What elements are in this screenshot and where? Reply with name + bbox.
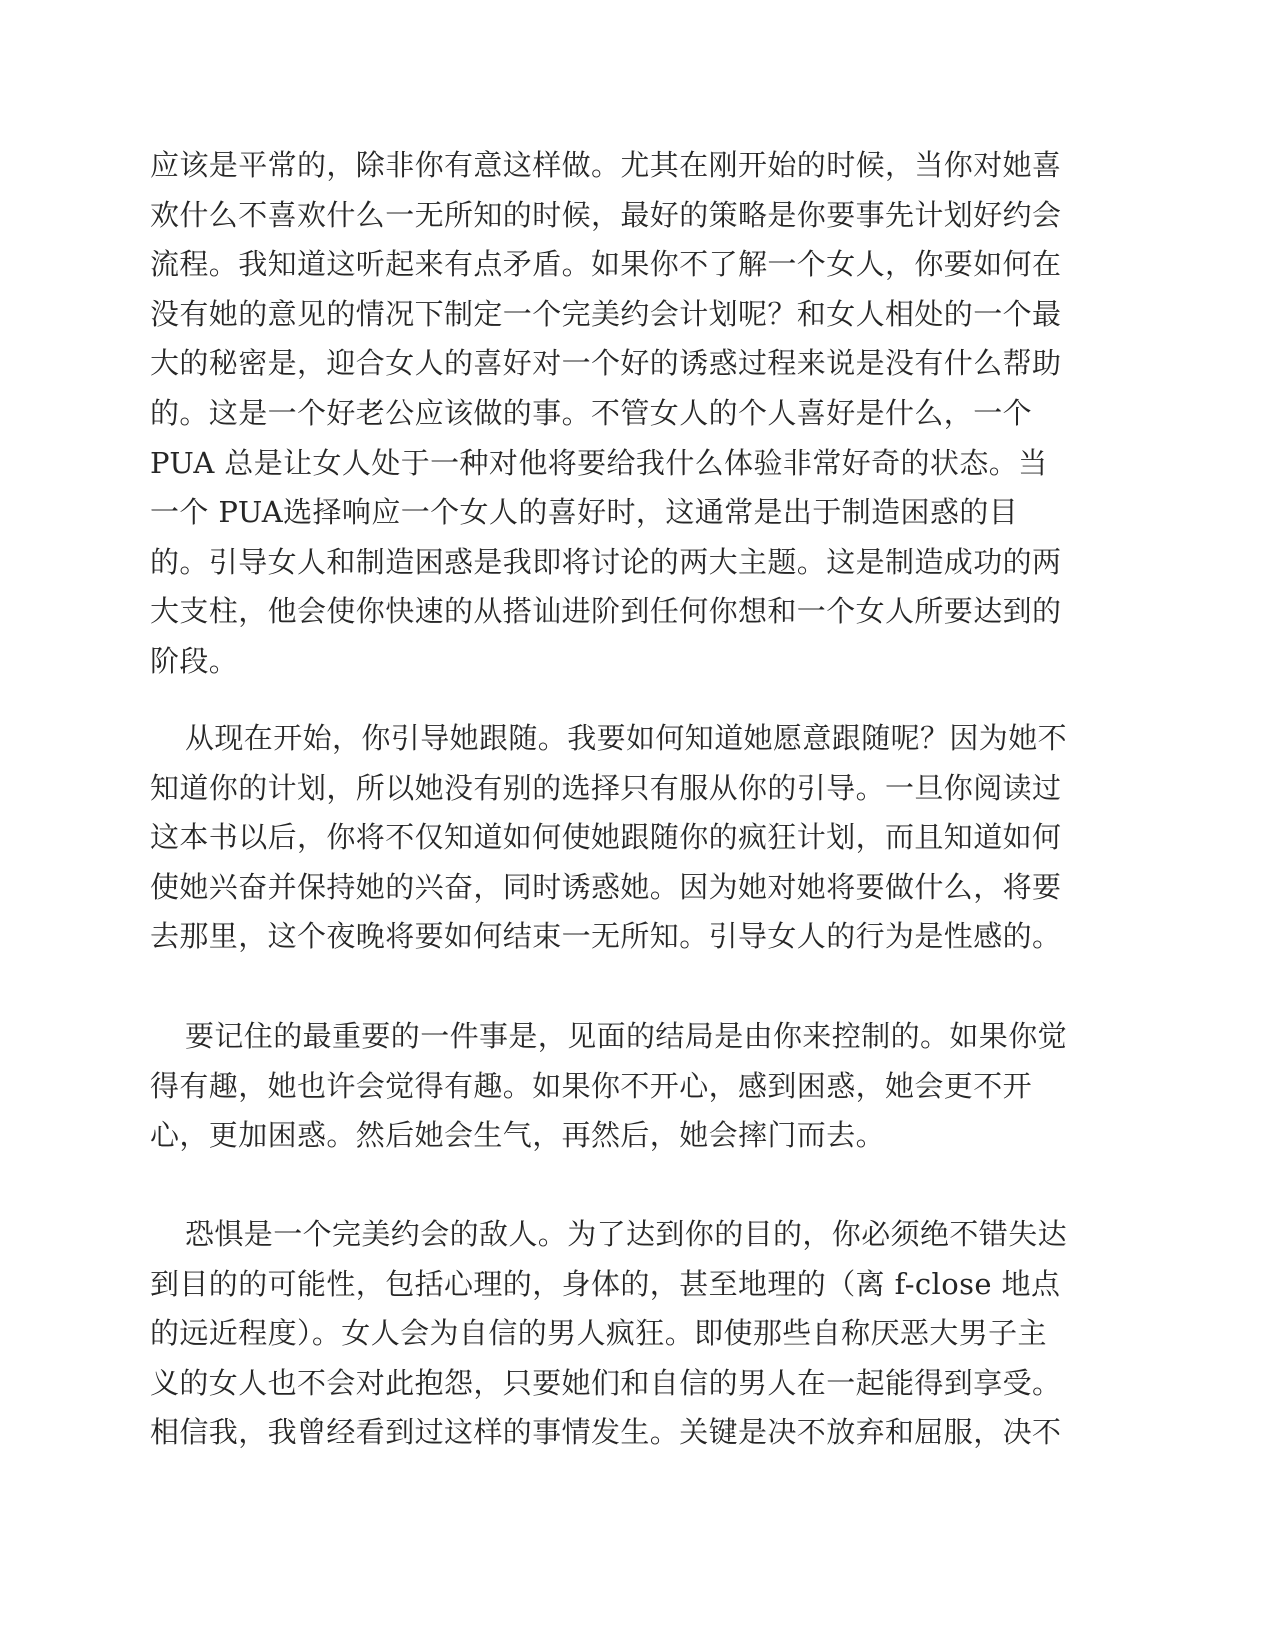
paragraph-2 — [150, 714, 1120, 962]
paragraph-4 — [150, 1210, 1120, 1458]
text-line: 一个 PUA选择响应一个女人的喜好时，这通常是出于制造困惑的目 — [150, 495, 1019, 530]
text-line: 的。这是一个好老公应该做的事。不管女人的个人喜好是什么，一个 — [150, 395, 1033, 430]
text-line: 的远近程度）。女人会为自信的男人疯狂。即使那些自称厌恶大男子主 — [150, 1316, 1047, 1351]
text-line: 心，更加困惑。然后她会生气，再然后，她会摔门而去。 — [150, 1118, 886, 1153]
text-line: 恐惧是一个完美约会的敌人。为了达到你的目的，你必须绝不错失达 — [185, 1217, 1068, 1251]
text-line: 得有趣，她也许会觉得有趣。如果你不开心，感到困惑，她会更不开 — [150, 1068, 1033, 1103]
text-line: PUA 总是让女人处于一种对他将要给我什么体验非常好奇的状态。当 — [150, 445, 1048, 480]
text-line: 没有她的意见的情况下制定一个完美约会计划呢？和女人相处的一个最 — [150, 296, 1062, 331]
text-line: 欢什么不喜欢什么一无所知的时候，最好的策略是你要事先计划好约会 — [150, 197, 1062, 232]
text-line: 到目的的可能性，包括心理的，身体的，甚至地理的（离 f-close 地点 — [150, 1266, 1061, 1301]
text-line: 这本书以后，你将不仅知道如何使她跟随你的疯狂计划，而且知道如何 — [150, 820, 1062, 855]
paragraph-1 — [150, 141, 1120, 687]
text-line: 大的秘密是，迎合女人的喜好对一个好的诱惑过程来说是没有什么帮助 — [150, 346, 1062, 381]
text-line: 使她兴奋并保持她的兴奋，同时诱惑她。因为她对她将要做什么，将要 — [150, 869, 1062, 904]
paragraph-3 — [150, 1012, 1120, 1161]
text-line: 阶段。 — [150, 643, 239, 678]
text-line: 相信我，我曾经看到过这样的事情发生。关键是决不放弃和屈服，决不 — [150, 1415, 1062, 1450]
text-line: 应该是平常的，除非你有意这样做。尤其在刚开始的时候，当你对她喜 — [150, 148, 1062, 182]
text-line: 从现在开始，你引导她跟随。我要如何知道她愿意跟随呢？因为她不 — [185, 721, 1068, 755]
text-line: 大支柱，他会使你快速的从搭讪进阶到任何你想和一个女人所要达到的 — [150, 594, 1062, 629]
text-line: 义的女人也不会对此抱怨，只要她们和自信的男人在一起能得到享受。 — [150, 1365, 1062, 1400]
text-line: 要记住的最重要的一件事是，见面的结局是由你来控制的。如果你觉 — [185, 1019, 1068, 1053]
text-line: 流程。我知道这听起来有点矛盾。如果你不了解一个女人，你要如何在 — [150, 247, 1062, 282]
text-line: 去那里，这个夜晚将要如何结束一无所知。引导女人的行为是性感的。 — [150, 919, 1062, 954]
text-line: 知道你的计划，所以她没有别的选择只有服从你的引导。一旦你阅读过 — [150, 770, 1062, 805]
text-line: 的。引导女人和制造困惑是我即将讨论的两大主题。这是制造成功的两 — [150, 544, 1062, 579]
